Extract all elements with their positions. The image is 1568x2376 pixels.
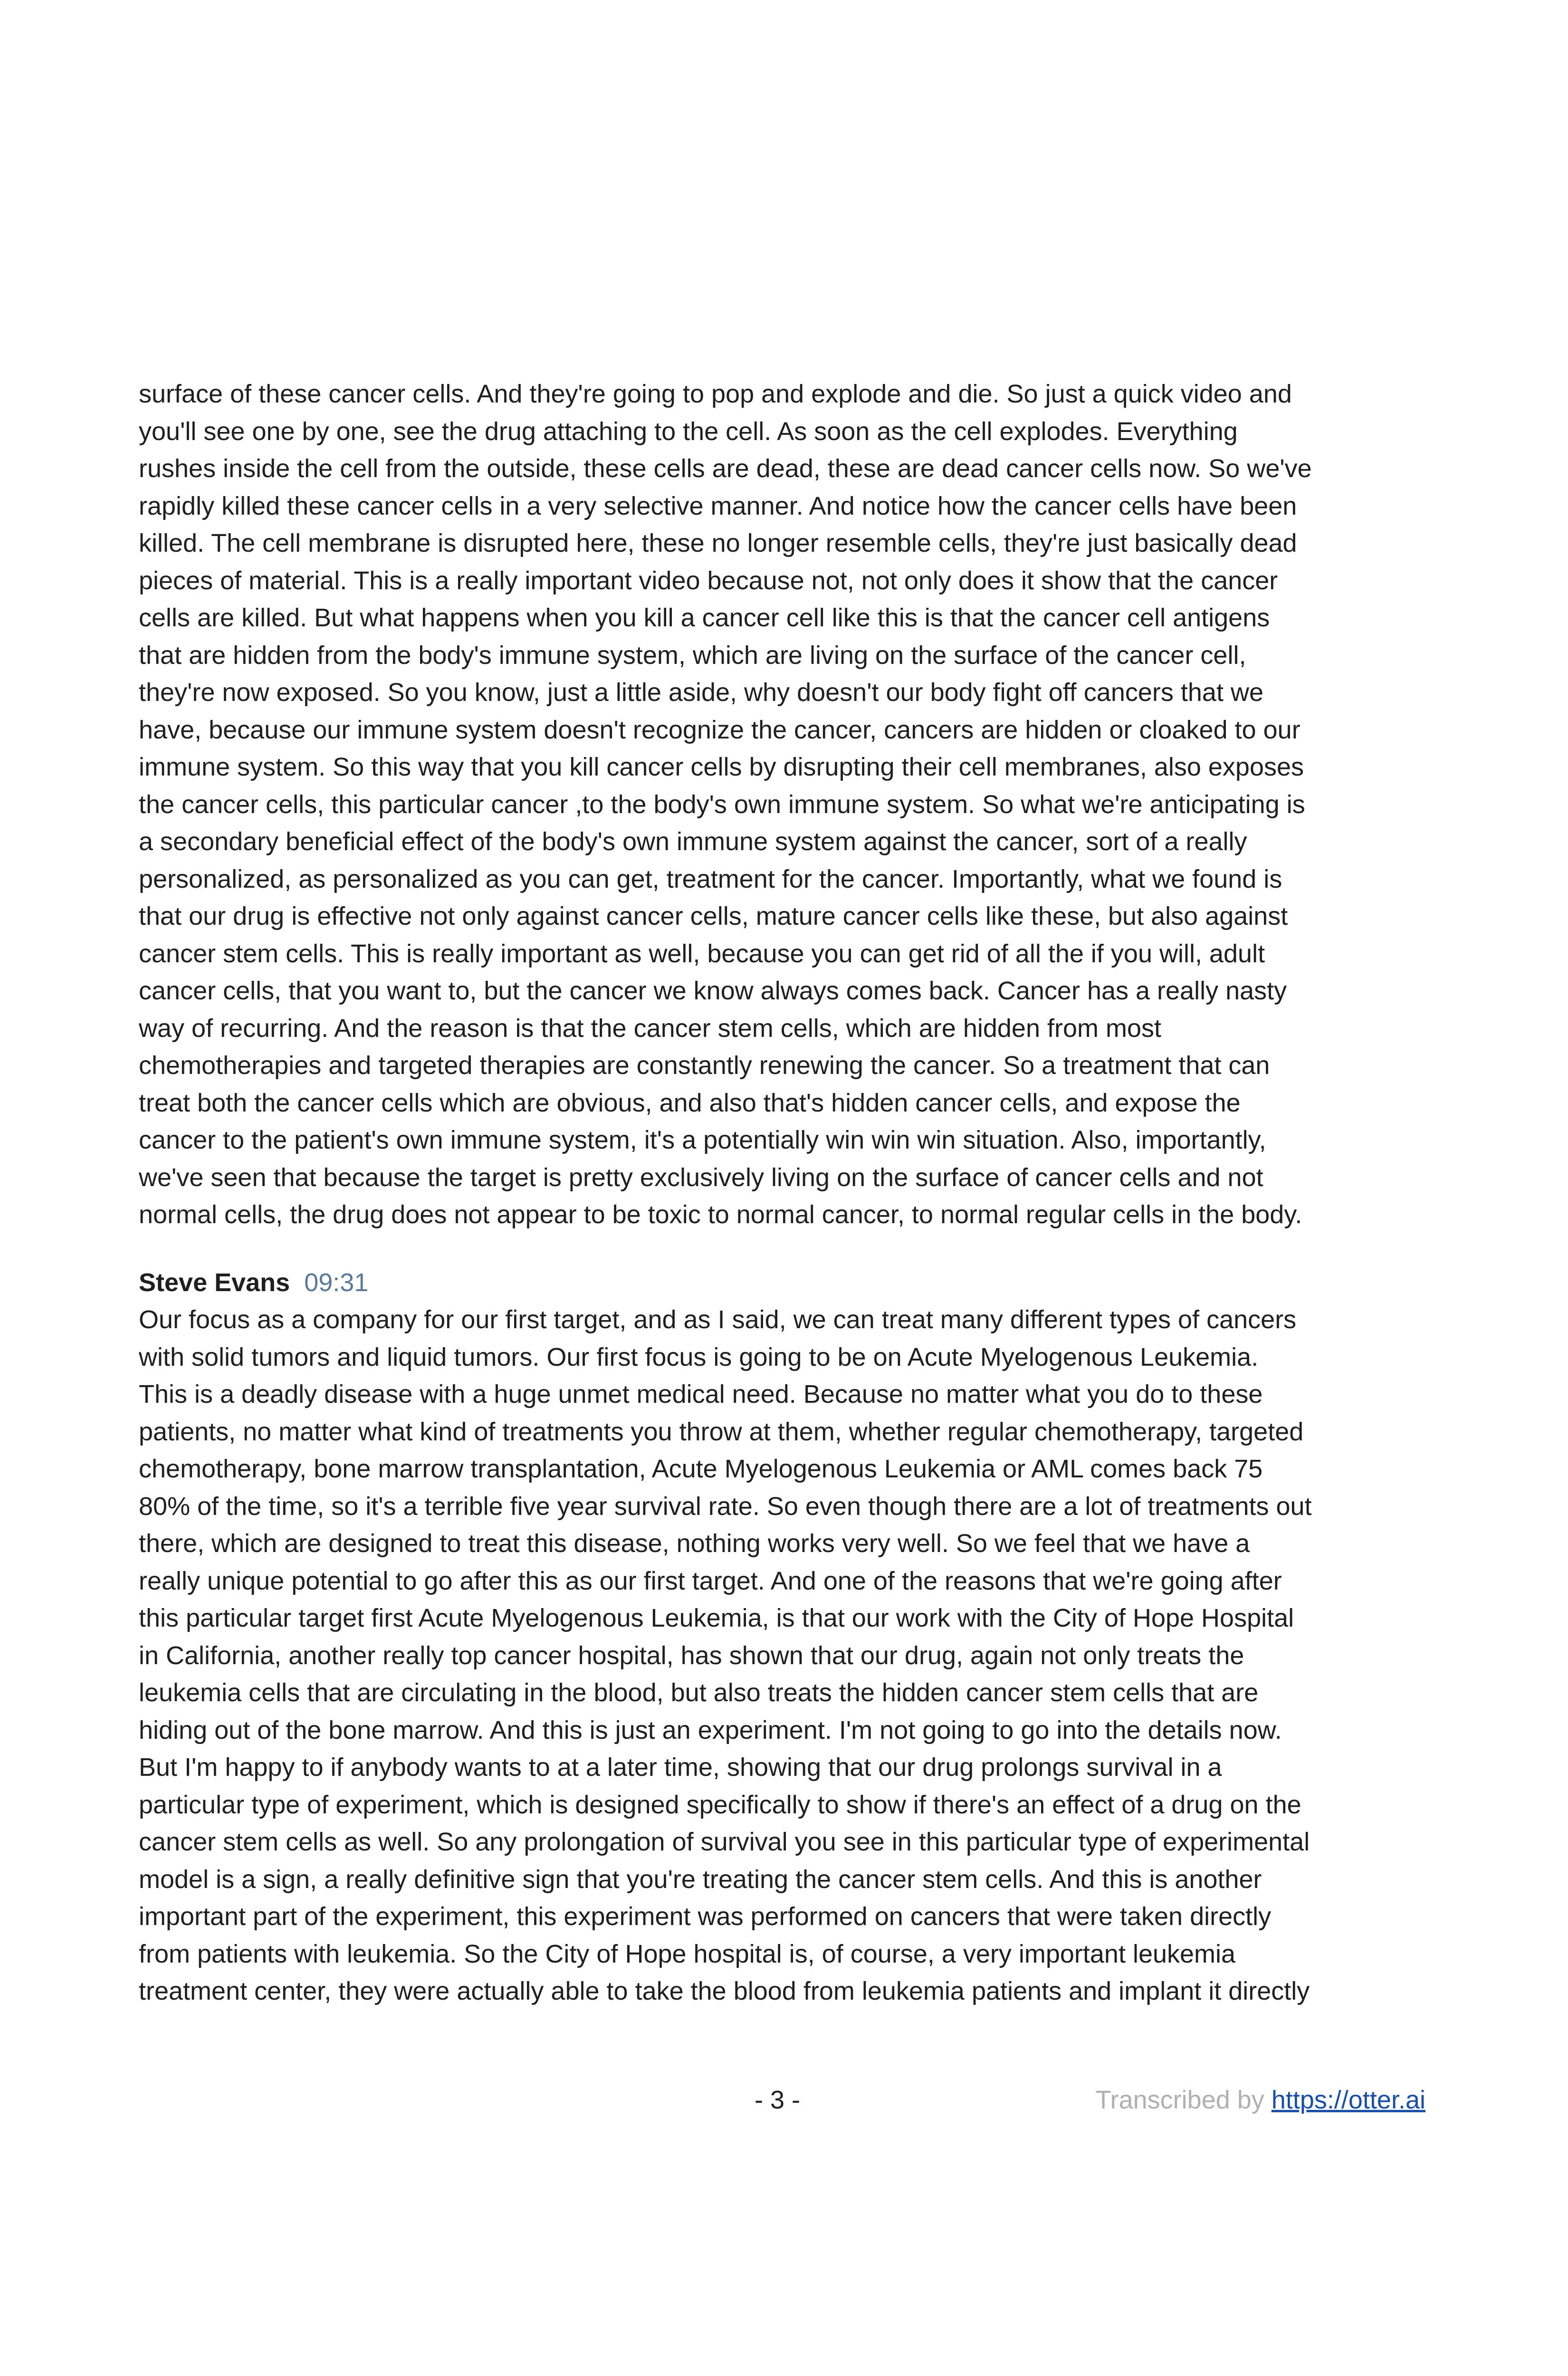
transcript-line: that are hidden from the body's immune system, which are living on the surface of the cancer cell, — [139, 641, 1246, 670]
transcript-paragraph-1 — [139, 375, 1441, 1234]
transcript-line: really unique potential to go after this as our first target. And one of the reasons that we're going after — [139, 1566, 1282, 1595]
transcript-line: cancer stem cells as well. So any prolongation of survival you see in this particular type of experimental — [139, 1828, 1310, 1856]
transcript-line: important part of the experiment, this experiment was performed on cancers that were taken directly — [139, 1902, 1272, 1931]
transcript-line: there, which are designed to treat this disease, nothing works very well. So we feel that we have a — [139, 1529, 1250, 1558]
transcript-line: hiding out of the bone marrow. And this is just an experiment. I'm not going to go into the details now. — [139, 1715, 1282, 1744]
transcript-line: we've seen that because the target is pretty exclusively living on the surface of cancer cells and not — [139, 1163, 1263, 1192]
transcript-line: normal cells, the drug does not appear to be toxic to normal cancer, to normal regular cells in the body. — [139, 1200, 1302, 1229]
transcript-line: This is a deadly disease with a huge unmet medical need. Because no matter what you do to these — [139, 1380, 1263, 1408]
speaker-name: Steve Evans — [139, 1268, 290, 1297]
transcript-line: cancer cells, that you want to, but the cancer we know always comes back. Cancer has a really nasty — [139, 977, 1287, 1005]
speaker-timestamp: 09:31 — [304, 1268, 369, 1297]
transcript-line: this particular target first Acute Myelogenous Leukemia, is that our work with the City of Hope Hospital — [139, 1604, 1294, 1632]
transcript-line: with solid tumors and liquid tumors. Our first focus is going to be on Acute Myelogenous Leukemia. — [139, 1342, 1259, 1371]
transcript-line: particular type of experiment, which is designed specifically to show if there's an effect of a drug on the — [139, 1790, 1301, 1819]
footer-credit — [1096, 2081, 1425, 2118]
transcript-line: have, because our immune system doesn't recognize the cancer, cancers are hidden or cloaked to our — [139, 715, 1300, 744]
transcript-line: personalized, as personalized as you can get, treatment for the cancer. Importantly, what we found is — [139, 864, 1282, 893]
transcript-line: you'll see one by one, see the drug attaching to the cell. As soon as the cell explodes. Everything — [139, 417, 1238, 446]
transcript-line: in California, another really top cancer hospital, has shown that our drug, again not only treats the — [139, 1641, 1244, 1670]
transcript-line: cancer to the patient's own immune system, it's a potentially win win win situation. Also, importantly, — [139, 1126, 1266, 1154]
transcript-line: treat both the cancer cells which are obvious, and also that's hidden cancer cells, and expose the — [139, 1088, 1241, 1117]
transcript-line: But I'm happy to if anybody wants to at a later time, showing that our drug prolongs survival in a — [139, 1753, 1222, 1782]
transcript-line: cells are killed. But what happens when you kill a cancer cell like this is that the cancer cell antigens — [139, 604, 1270, 632]
transcript-line: surface of these cancer cells. And they're going to pop and explode and die. So just a quick video and — [139, 380, 1292, 408]
transcript-line: patients, no matter what kind of treatments you throw at them, whether regular chemotherapy, targeted — [139, 1417, 1304, 1446]
transcript-line: killed. The cell membrane is disrupted here, these no longer resemble cells, they're just basically dead — [139, 529, 1297, 557]
transcript-line: chemotherapy, bone marrow transplantation, Acute Myelogenous Leukemia or AML comes back 75 — [139, 1455, 1263, 1483]
credit-prefix: Transcribed by — [1095, 2086, 1264, 2114]
speaker-header — [139, 1264, 368, 1301]
otter-link[interactable]: https://otter.ai — [1271, 2086, 1425, 2114]
transcript-line: immune system. So this way that you kill cancer cells by disrupting their cell membranes, also exposes — [139, 753, 1304, 781]
transcript-line: chemotherapies and targeted therapies are constantly renewing the cancer. So a treatment that can — [139, 1051, 1270, 1080]
transcript-line: 80% of the time, so it's a terrible five year survival rate. So even though there are a lot of treatments out — [139, 1492, 1312, 1521]
page-number: - 3 - — [755, 2086, 801, 2114]
transcript-line: a secondary beneficial effect of the body's own immune system against the cancer, sort of a really — [139, 827, 1247, 856]
transcript-line: treatment center, they were actually able to take the blood from leukemia patients and implant it directly — [139, 1977, 1310, 2005]
transcript-line: cancer stem cells. This is really important as well, because you can get rid of all the if you will, adult — [139, 939, 1265, 968]
transcript-line: way of recurring. And the reason is that the cancer stem cells, which are hidden from most — [139, 1014, 1162, 1043]
transcript-paragraph-2 — [139, 1301, 1441, 2010]
transcript-line: pieces of material. This is a really important video because not, not only does it show that the cancer — [139, 566, 1278, 595]
transcript-line: model is a sign, a really definitive sign that you're treating the cancer stem cells. And this is another — [139, 1865, 1262, 1894]
transcript-line: that our drug is effective not only against cancer cells, mature cancer cells like these, but also against — [139, 902, 1288, 930]
transcript-line: Our focus as a company for our first target, and as I said, we can treat many different types of cancers — [139, 1305, 1297, 1334]
transcript-line: leukemia cells that are circulating in the blood, but also treats the hidden cancer stem cells that are — [139, 1678, 1259, 1707]
transcript-line: rushes inside the cell from the outside, these cells are dead, these are dead cancer cells now. So we've — [139, 454, 1312, 483]
transcript-line: the cancer cells, this particular cancer ,to the body's own immune system. So what we're anticipating is — [139, 790, 1305, 819]
transcript-line: they're now exposed. So you know, just a little aside, why doesn't our body fight off cancers that we — [139, 678, 1263, 707]
transcript-line: rapidly killed these cancer cells in a very selective manner. And notice how the cancer cells have been — [139, 491, 1297, 520]
transcript-line: from patients with leukemia. So the City of Hope hospital is, of course, a very important leukemia — [139, 1939, 1236, 1968]
